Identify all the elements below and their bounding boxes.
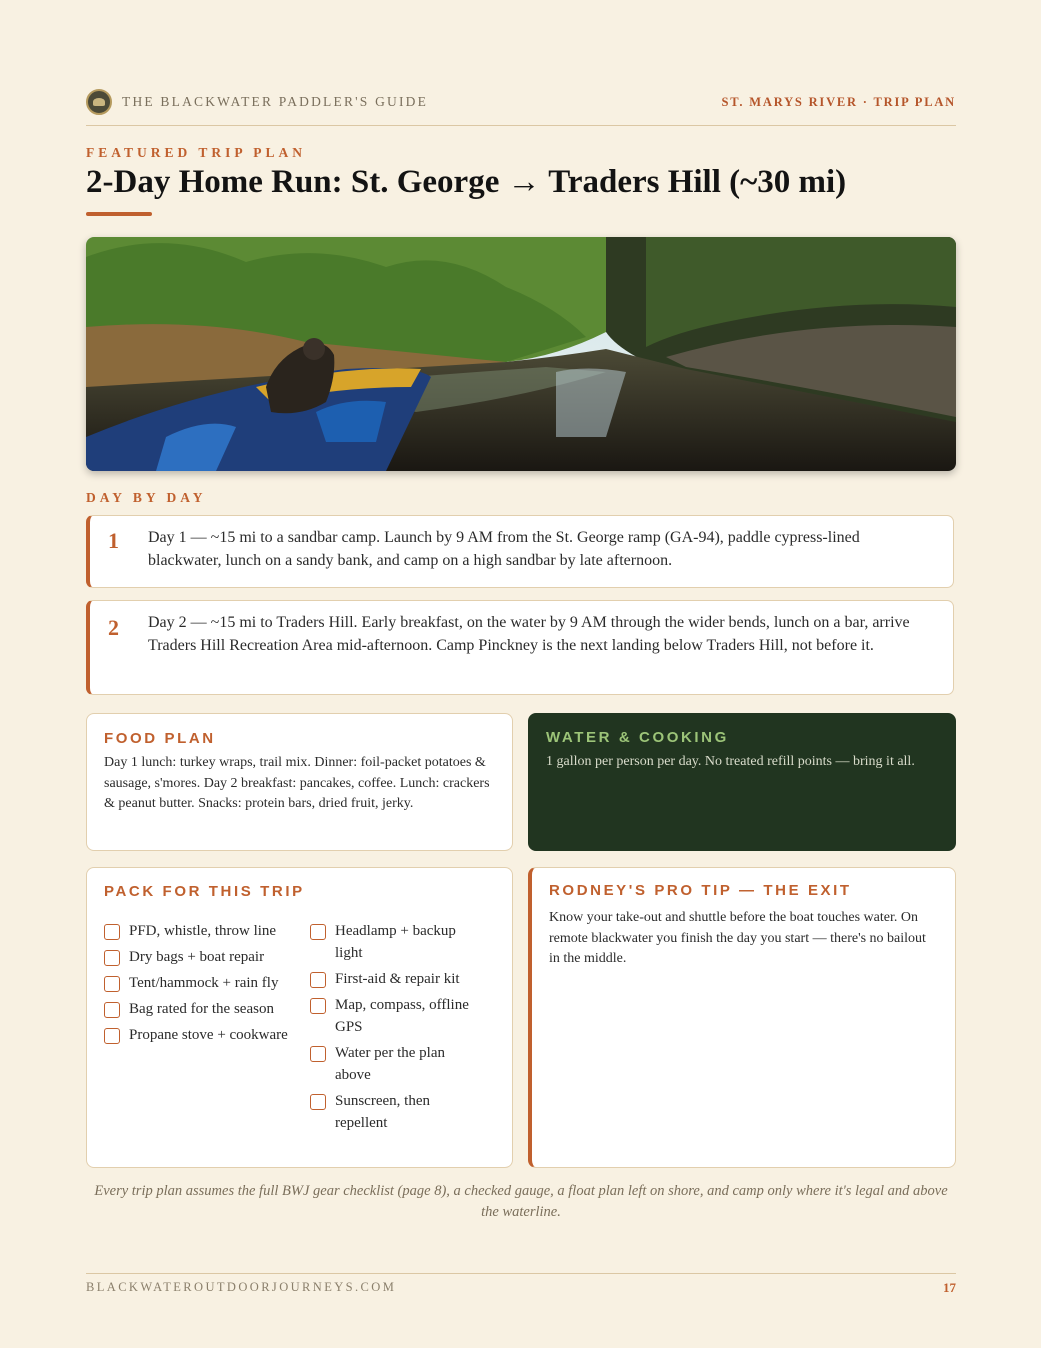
- footer-website: BLACKWATEROUTDOORJOURNEYS.COM: [86, 1280, 397, 1294]
- page-header: [86, 88, 956, 116]
- day-by-day-label: DAY BY DAY: [86, 490, 207, 505]
- pro-tip-card: [528, 867, 956, 1168]
- checklist-item-label: Headlamp + backup light: [335, 923, 456, 961]
- paddler-badge-icon: [86, 89, 112, 115]
- checklist-item[interactable]: [310, 920, 480, 964]
- checklist-item-label: Propane stove + cookware: [129, 1027, 288, 1043]
- page-footer: [86, 1280, 956, 1296]
- day-card-1: [86, 515, 954, 588]
- pack-checklist: [104, 920, 502, 1138]
- brand-name: THE BLACKWATER PADDLER'S GUIDE: [122, 94, 429, 109]
- checkbox[interactable]: [104, 924, 120, 940]
- pack-title: PACK FOR THIS TRIP: [104, 883, 305, 900]
- river-photo: [86, 237, 956, 471]
- checkbox[interactable]: [310, 998, 326, 1014]
- checklist-item-label: First-aid & repair kit: [335, 971, 460, 987]
- checklist-column-1: [104, 920, 290, 1138]
- section-label: ST. MARYS RIVER · TRIP PLAN: [721, 94, 956, 109]
- checklist-item-label: Tent/hammock + rain fly: [129, 975, 279, 991]
- page-number: 17: [943, 1280, 956, 1295]
- checklist-item-label: Map, compass, offline GPS: [335, 997, 469, 1035]
- checkbox[interactable]: [310, 924, 326, 940]
- checklist-item-label: Sunscreen, then repellent: [335, 1093, 430, 1131]
- pro-tip-body: Know your take-out and shuttle before the boat touches water. On remote blackwater you finish the day you start — there's no bailout in the middle.: [549, 910, 926, 966]
- checklist-item-label: Water per the plan above: [335, 1045, 445, 1083]
- checklist-item[interactable]: [310, 994, 480, 1038]
- checkbox[interactable]: [104, 1002, 120, 1018]
- day-number: 2: [108, 615, 119, 640]
- checklist-item[interactable]: [104, 946, 290, 968]
- food-plan-body: Day 1 lunch: turkey wraps, trail mix. Dinner: foil-packet potatoes & sausage, s'mores. Day 2 breakfast: pancakes, coffee. Lunch: crackers & peanut butter. Snacks: protein bars, dried fruit, jerky.: [104, 755, 490, 811]
- checkbox[interactable]: [104, 976, 120, 992]
- checkbox[interactable]: [310, 972, 326, 988]
- day-description: Day 1 — ~15 mi to a sandbar camp. Launch by 9 AM from the St. George ramp (GA-94), paddle cypress-lined blackwater, lunch on a sandy bank, and camp on a high sandbar by late afternoon.: [148, 529, 860, 569]
- checklist-item[interactable]: [104, 1024, 290, 1046]
- brand: [86, 89, 428, 115]
- pro-tip-title: RODNEY'S PRO TIP — THE EXIT: [549, 882, 852, 899]
- footnote: Every trip plan assumes the full BWJ gear checklist (page 8), a checked gauge, a float plan left on shore, and camp only where it's legal and above the waterline.: [94, 1183, 948, 1220]
- checklist-item[interactable]: [310, 1090, 480, 1134]
- checklist-item[interactable]: [310, 1042, 480, 1086]
- footer-divider: [86, 1273, 956, 1274]
- food-plan-card: [86, 713, 513, 851]
- checkbox[interactable]: [104, 950, 120, 966]
- checklist-item[interactable]: [104, 972, 290, 994]
- title-underline: [86, 212, 152, 216]
- water-cooking-card: [528, 713, 956, 851]
- checklist-item-label: PFD, whistle, throw line: [129, 923, 277, 939]
- water-cooking-body: 1 gallon per person per day. No treated refill points — bring it all.: [546, 754, 915, 769]
- header-divider: [86, 125, 956, 126]
- kicker: FEATURED TRIP PLAN: [86, 145, 307, 160]
- checklist-item[interactable]: [104, 998, 290, 1020]
- water-cooking-title: WATER & COOKING: [546, 729, 729, 746]
- food-plan-title: FOOD PLAN: [104, 730, 216, 747]
- day-card-2: [86, 600, 954, 695]
- checklist-item-label: Dry bags + boat repair: [129, 949, 265, 965]
- checkbox[interactable]: [310, 1046, 326, 1062]
- pack-card: [86, 867, 513, 1168]
- checklist-item[interactable]: [310, 968, 480, 990]
- checklist-item[interactable]: [104, 920, 290, 942]
- checkbox[interactable]: [310, 1094, 326, 1110]
- checklist-column-2: [310, 920, 480, 1138]
- day-number: 1: [108, 528, 119, 553]
- checkbox[interactable]: [104, 1028, 120, 1044]
- page-title: 2-Day Home Run: St. George → Traders Hill (~30 mi): [86, 164, 847, 200]
- checklist-item-label: Bag rated for the season: [129, 1001, 274, 1017]
- day-description: Day 2 — ~15 mi to Traders Hill. Early breakfast, on the water by 9 AM through the wider bends, lunch on a bar, arrive Traders Hill Recreation Area mid-afternoon. Camp Pinckney is the next landing below Traders Hill, not before it.: [148, 614, 910, 654]
